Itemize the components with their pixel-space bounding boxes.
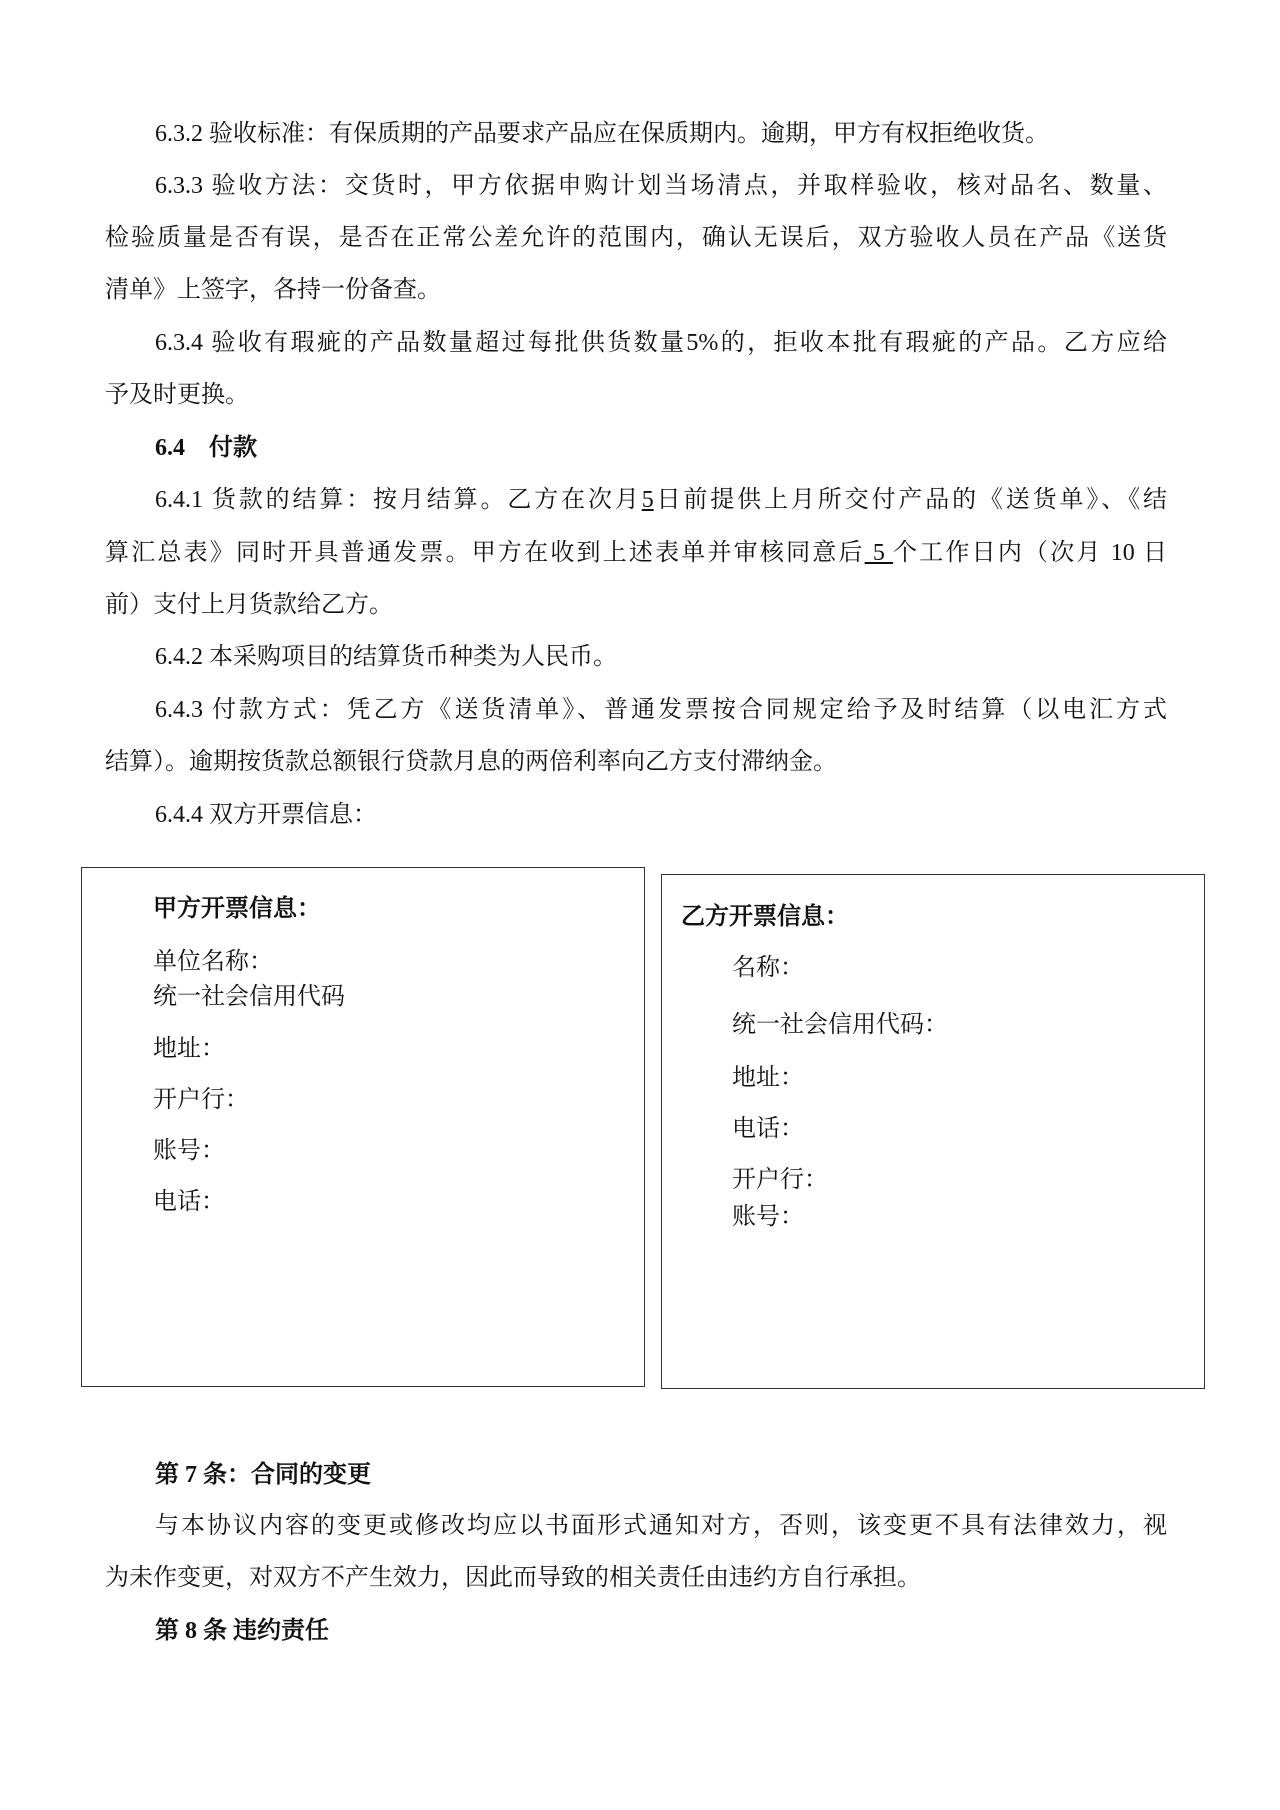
party-a-field: 单位名称： <box>153 949 273 975</box>
party-a-title: 甲方开票信息： <box>153 896 321 922</box>
underlined-day: 5 <box>641 487 654 513</box>
clause-6-4-1-end: 前）支付上月货款给乙方。 <box>105 592 393 618</box>
party-b-field: 统一社会信用代码： <box>732 1012 948 1038</box>
clause-6-4-2: 6.4.2 本采购项目的结算货币种类为人民币。 <box>155 644 617 670</box>
clause-6-3-3: 6.3.3 验收方法：交货时，甲方依据申购计划当场清点，并取样验收，核对品名、数量、 <box>155 173 1167 199</box>
clause-6-3-2: 6.3.2 验收标准：有保质期的产品要求产品应在保质期内。逾期，甲方有权拒绝收货。 <box>155 121 1049 147</box>
clause-6-3-4-end: 予及时更换。 <box>105 382 249 408</box>
section-6-4-heading: 6.4 付款 <box>155 435 257 461</box>
party-a-field: 账号： <box>153 1138 225 1164</box>
text: 个工作日内（次月 10 日 <box>893 540 1167 566</box>
party-b-field: 地址： <box>732 1065 804 1091</box>
clause-6-4-3: 6.4.3 付款方式：凭乙方《送货清单》、普通发票按合同规定给予及时结算（以电汇方式 <box>155 697 1167 723</box>
clause-6-4-1 <box>155 485 1167 515</box>
underlined-days: 5 <box>864 540 894 566</box>
article-7-heading: 第 7 条：合同的变更 <box>155 1462 371 1488</box>
party-b-field: 开户行： <box>732 1167 828 1193</box>
clause-6-4-3-end: 结算）。逾期按货款总额银行贷款月息的两倍利率向乙方支付滞纳金。 <box>105 749 837 775</box>
clause-6-4-1-cont <box>105 538 1167 568</box>
clause-6-3-3-end: 清单》上签字，各持一份备查。 <box>105 277 441 303</box>
clause-6-3-4: 6.3.4 验收有瑕疵的产品数量超过每批供货数量5%的，拒收本批有瑕疵的产品。乙方应给 <box>155 330 1167 356</box>
text: 6.4.1 货款的结算：按月结算。乙方在次月 <box>155 487 642 513</box>
text: 日前提供上月所交付产品的《送货单》、《结 <box>653 487 1167 513</box>
clause-6-4-4: 6.4.4 双方开票信息： <box>155 802 377 828</box>
party-b-field: 名称： <box>732 955 804 981</box>
article-7-text-end: 为未作变更，对双方不产生效力，因此而导致的相关责任由违约方自行承担。 <box>105 1565 921 1591</box>
party-b-invoice-box <box>661 874 1205 1389</box>
party-a-field: 地址： <box>153 1036 225 1062</box>
party-b-title: 乙方开票信息： <box>681 904 849 930</box>
clause-6-3-3-cont: 检验质量是否有误，是否在正常公差允许的范围内，确认无误后，双方验收人员在产品《送货 <box>105 225 1167 251</box>
party-a-field: 电话： <box>153 1189 225 1215</box>
text: 算汇总表》同时开具普通发票。甲方在收到上述表单并审核同意后 <box>105 540 865 566</box>
party-b-field: 电话： <box>732 1116 804 1142</box>
party-b-field: 账号： <box>732 1204 804 1230</box>
party-a-field: 统一社会信用代码 <box>153 984 345 1010</box>
article-7-text: 与本协议内容的变更或修改均应以书面形式通知对方，否则，该变更不具有法律效力，视 <box>155 1513 1167 1539</box>
party-a-field: 开户行： <box>153 1087 249 1113</box>
party-a-invoice-box <box>81 867 645 1387</box>
article-8-heading: 第 8 条 违约责任 <box>155 1618 329 1644</box>
